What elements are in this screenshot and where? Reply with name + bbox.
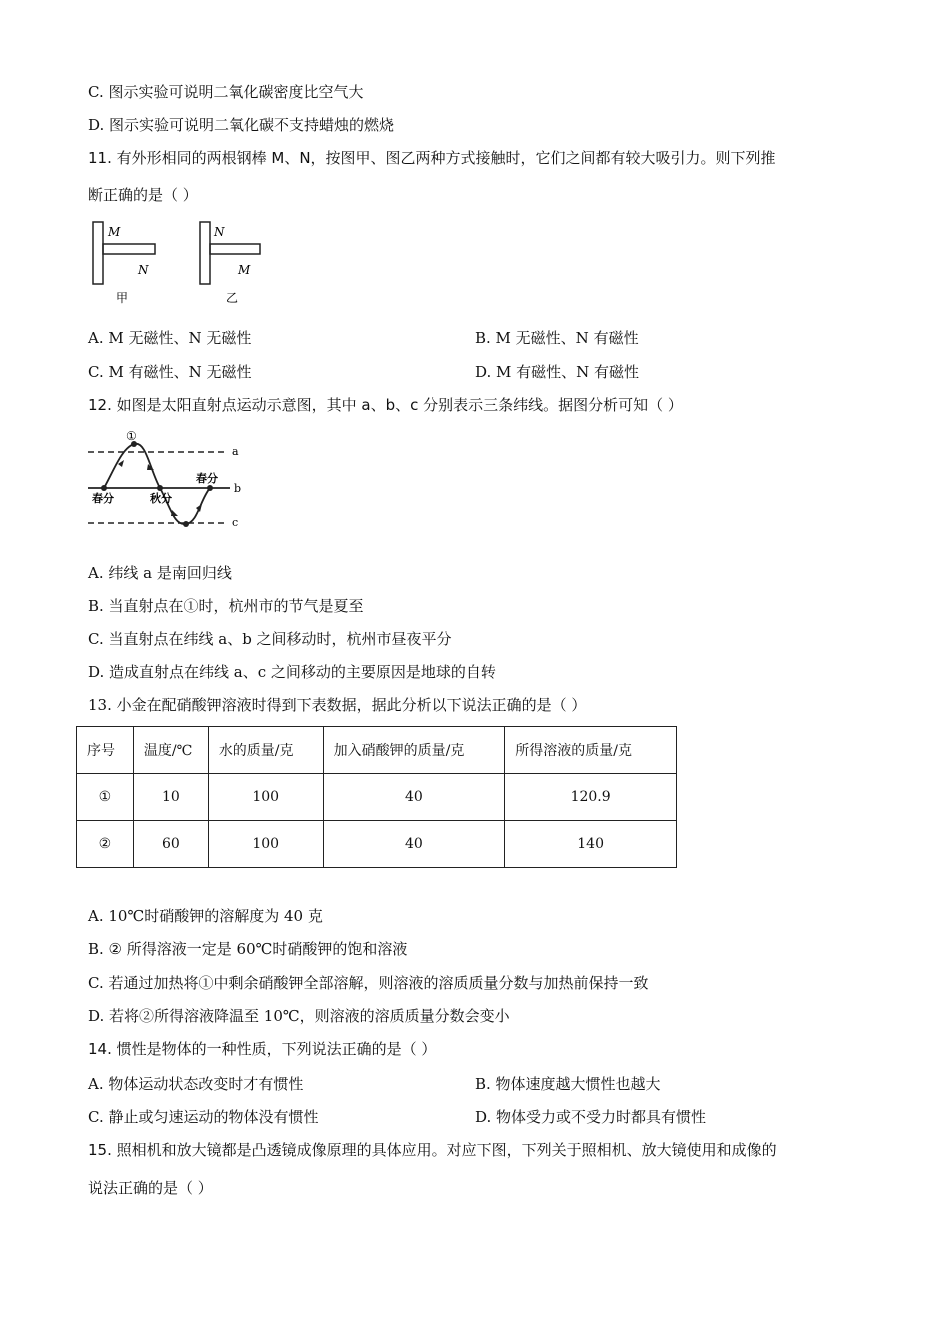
q11-stem-line-1: 11. 有外形相同的两根钢棒 M、N，按图甲、图乙两种方式接触时，它们之间都有较大吸引力。则下列推 [88,149,776,167]
bar-n-horizontal [103,244,155,254]
bar-n-vertical [200,222,210,284]
q13-option-a: A. 10℃时硝酸钾的溶解度为 40 克 [88,907,323,925]
header-water-mass: 水的质量/克 [208,727,323,774]
cell-solution-mass: 120.9 [505,774,677,821]
point-autumn [157,485,163,491]
q13-stem: 13. 小金在配硝酸钾溶液时得到下表数据，据此分析以下说法正确的是（ ） [88,696,587,714]
header-solution-mass: 所得溶液的质量/克 [505,727,677,774]
q15-stem-line-1: 15. 照相机和放大镜都是凸透镜成像原理的具体应用。对应下图，下列关于照相机、放大镜使用和成像的 [88,1141,777,1159]
point-spring-right [207,485,213,491]
q11-option-c: C. M 有磁性、N 无磁性 [88,363,252,381]
cell-temperature: 60 [133,821,208,868]
q12-option-b: B. 当直射点在①时，杭州市的节气是夏至 [88,597,364,615]
q11-option-d: D. M 有磁性、N 有磁性 [475,363,640,381]
line-c-label: c [232,516,239,529]
q12-option-d: D. 造成直射点在纬线 a、c 之间移动的主要原因是地球的自转 [88,663,496,681]
spring-equinox-right-label: 春分 [196,472,218,485]
q14-option-c: C. 静止或匀速运动的物体没有惯性 [88,1108,319,1126]
path-arrow-3 [171,510,178,516]
table-row [77,821,677,868]
q14-option-d: D. 物体受力或不受力时都具有惯性 [475,1108,707,1126]
cell-index: ① [77,774,134,821]
point-spring-left [101,485,107,491]
bar-m-vertical [93,222,103,284]
q12-sun-path-figure [84,430,254,532]
q13-option-c: C. 若通过加热将①中剩余硝酸钾全部溶解，则溶液的溶质质量分数与加热前保持一致 [88,974,649,992]
q12-option-c: C. 当直射点在纬线 a、b 之间移动时，杭州市昼夜平分 [88,630,452,648]
fig-a-caption: 甲 [116,291,129,305]
fig-b-label-top: N [214,225,225,239]
cell-water-mass: 100 [208,821,323,868]
cell-water-mass: 100 [208,774,323,821]
q10-option-d: D. 图示实验可说明二氧化碳不支持蜡烛的燃烧 [88,116,395,134]
header-added-kno3: 加入硝酸钾的质量/克 [323,727,505,774]
q11-option-a: A. M 无磁性、N 无磁性 [88,329,252,347]
bar-m-horizontal [210,244,260,254]
cell-added-kno3: 40 [323,821,505,868]
q13-option-d: D. 若将②所得溶液降温至 10℃，则溶液的溶质质量分数会变小 [88,1007,510,1025]
q15-stem-line-2: 说法正确的是（ ） [88,1179,213,1197]
q14-stem: 14. 惯性是物体的一种性质，下列说法正确的是（ ） [88,1040,437,1058]
path-arrow-4 [196,504,202,512]
autumn-equinox-label: 秋分 [150,492,172,505]
fig-b-label-bottom: M [238,263,251,277]
q12-stem: 12. 如图是太阳直射点运动示意图，其中 a、b、c 分别表示三条纬线。据图分析可知（ ） [88,396,683,414]
cell-solution-mass: 140 [505,821,677,868]
spring-equinox-left-label: 春分 [92,492,114,505]
table-row [77,774,677,821]
q10-option-c: C. 图示实验可说明二氧化碳密度比空气大 [88,83,364,101]
header-temperature: 温度/℃ [133,727,208,774]
fig-b-caption: 乙 [226,291,239,305]
q11-option-b: B. M 无磁性、N 有磁性 [475,329,639,347]
q13-data-table [76,726,677,868]
line-a-label: a [232,445,239,458]
table-header-row [77,727,677,774]
sun-path-curve [104,444,210,525]
fig-a-label-bottom: N [138,263,149,277]
point-winter [183,521,189,527]
header-index: 序号 [77,727,134,774]
cell-index: ② [77,821,134,868]
q11-magnet-figure [88,218,278,306]
cell-added-kno3: 40 [323,774,505,821]
fig-a-label-top: M [108,225,121,239]
cell-temperature: 10 [133,774,208,821]
circle-label-1: ① [126,430,137,443]
q14-option-b: B. 物体速度越大惯性也越大 [475,1075,661,1093]
q12-option-a: A. 纬线 a 是南回归线 [88,564,232,582]
q14-option-a: A. 物体运动状态改变时才有惯性 [88,1075,304,1093]
q11-stem-line-2: 断正确的是（ ） [88,186,198,204]
q13-option-b: B. ② 所得溶液一定是 60℃时硝酸钾的饱和溶液 [88,940,408,958]
line-b-label: b [234,482,242,495]
